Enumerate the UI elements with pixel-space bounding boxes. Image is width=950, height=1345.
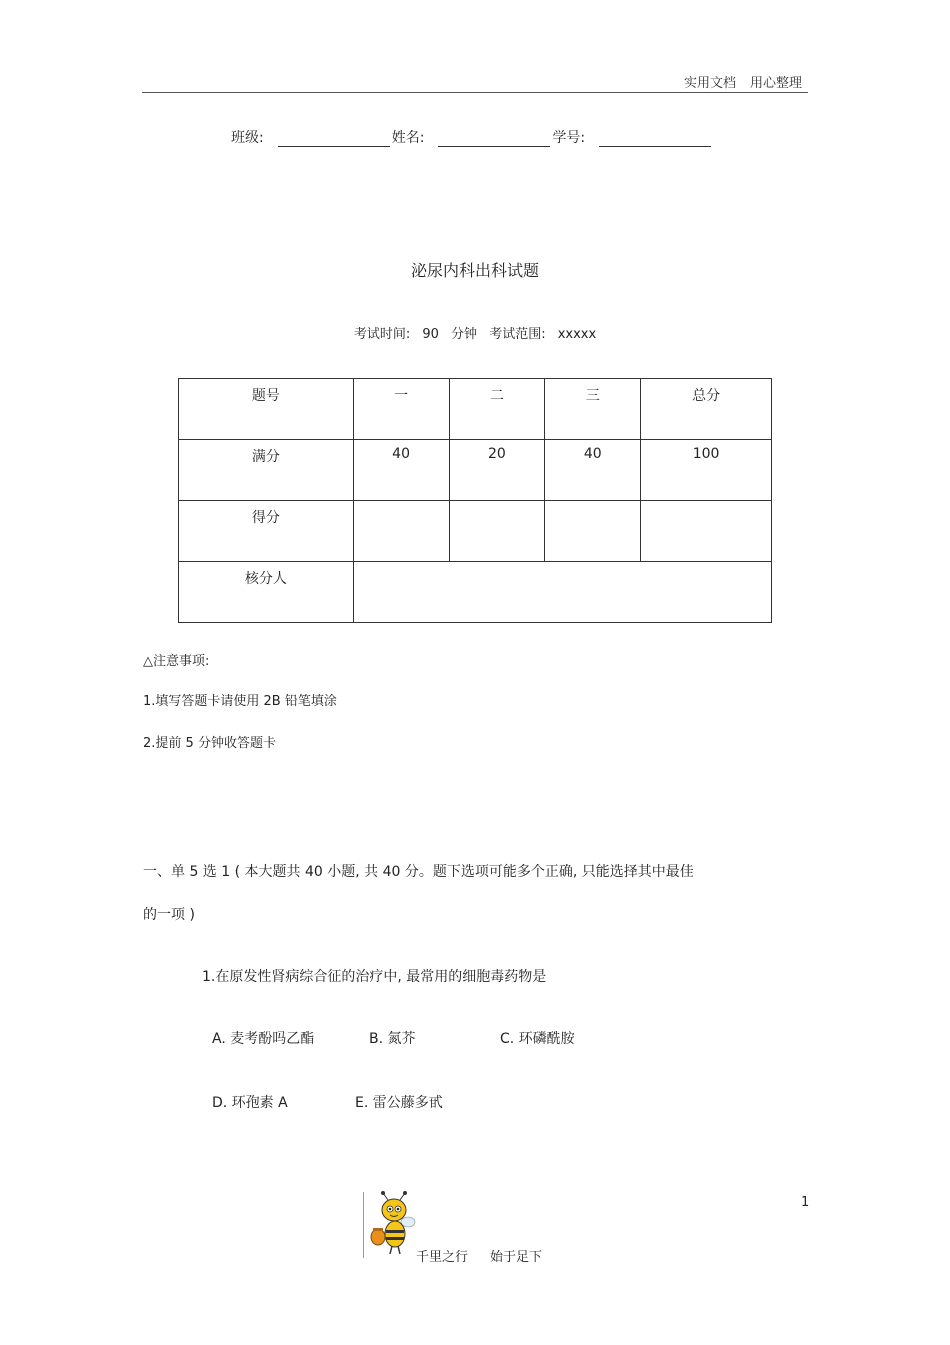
table-cell: 三 <box>545 379 641 440</box>
option-d[interactable]: D. 环孢素 A <box>212 1095 288 1111</box>
name-blank <box>438 132 550 147</box>
page-header <box>684 72 802 91</box>
table-cell: 得分 <box>179 501 354 562</box>
class-blank <box>278 132 390 147</box>
note-item: 2.提前 5 分钟收答题卡 <box>143 736 276 751</box>
table-row <box>179 501 772 562</box>
table-cell: 二 <box>449 379 545 440</box>
time-value: 90 <box>422 327 439 342</box>
checker-input-cell[interactable] <box>353 562 771 623</box>
id-blank <box>599 132 711 147</box>
section-heading: 一、单 5 选 1 ( 本大题共 40 小题, 共 40 分。题下选项可能多个正确, 只能选择其中最佳 <box>143 864 694 880</box>
section-heading-cont: 的一项 ) <box>143 907 195 923</box>
footer-left-text: 千里之行 <box>416 1250 469 1265</box>
table-cell: 100 <box>641 440 772 501</box>
header-left-text: 实用文档 <box>683 76 736 91</box>
table-cell: 一 <box>353 379 449 440</box>
table-cell: 满分 <box>179 440 354 501</box>
bee-mascot-icon <box>364 1190 416 1260</box>
table-cell: 核分人 <box>179 562 354 623</box>
table-row <box>179 562 772 623</box>
footer-right-text: 始于足下 <box>490 1250 543 1265</box>
id-label: 学号: <box>552 130 586 146</box>
table-cell: 题号 <box>179 379 354 440</box>
notes-title: △注意事项: <box>143 654 210 669</box>
class-label: 班级: <box>231 130 264 146</box>
name-label: 姓名: <box>391 130 425 146</box>
table-cell: 40 <box>545 440 641 501</box>
time-unit: 分钟 <box>451 327 478 342</box>
page-number: 1 <box>801 1195 810 1210</box>
option-c[interactable]: C. 环磷酰胺 <box>500 1031 575 1047</box>
table-cell: 40 <box>353 440 449 501</box>
score-input-cell[interactable] <box>641 501 772 562</box>
score-input-cell[interactable] <box>353 501 449 562</box>
option-a[interactable]: A. 麦考酚吗乙酯 <box>212 1031 315 1047</box>
option-b[interactable]: B. 氮芥 <box>369 1031 416 1047</box>
exam-meta <box>0 323 950 342</box>
time-label: 考试时间: <box>353 327 411 342</box>
scope-value: xxxxx <box>557 327 597 342</box>
student-info-line <box>231 127 713 147</box>
table-cell: 总分 <box>641 379 772 440</box>
option-e[interactable]: E. 雷公藤多甙 <box>355 1095 443 1111</box>
footer-motto <box>416 1246 542 1265</box>
question-text: 1.在原发性肾病综合征的治疗中, 最常用的细胞毒药物是 <box>202 969 547 985</box>
table-row <box>179 379 772 440</box>
table-row <box>179 440 772 501</box>
score-input-cell[interactable] <box>449 501 545 562</box>
exam-title: 泌尿内科出科试题 <box>410 261 539 280</box>
score-table <box>178 378 772 623</box>
score-input-cell[interactable] <box>545 501 641 562</box>
header-right-text: 用心整理 <box>749 76 802 91</box>
scope-label: 考试范围: <box>489 327 546 342</box>
note-item: 1.填写答题卡请使用 2B 铅笔填涂 <box>143 694 337 709</box>
table-cell: 20 <box>449 440 545 501</box>
header-divider <box>142 92 808 93</box>
